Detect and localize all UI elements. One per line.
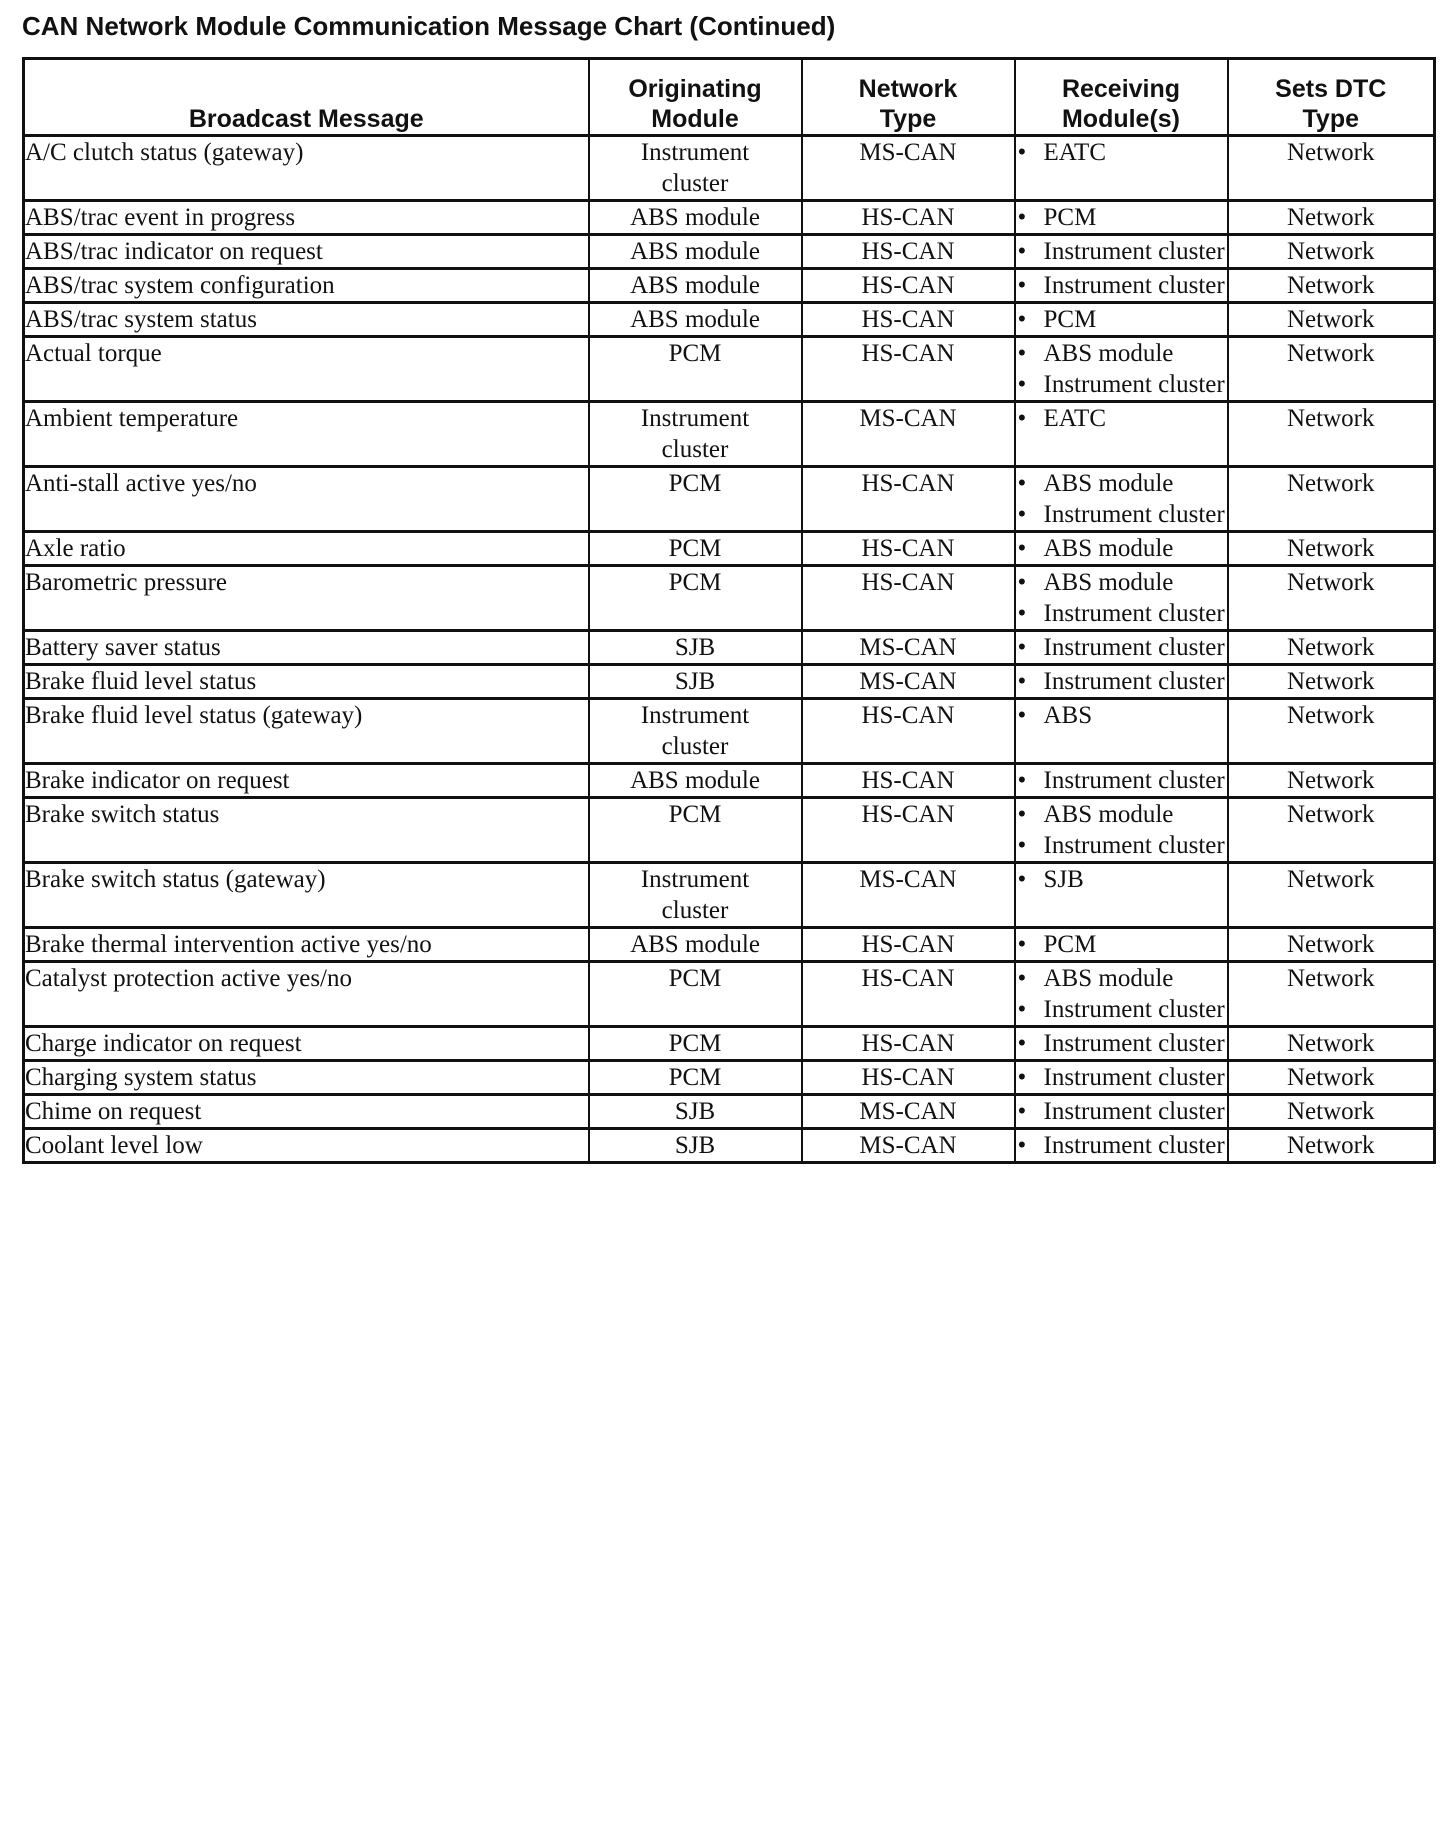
table-row (24, 269, 1435, 303)
receiving-modules-list (1016, 1130, 1227, 1161)
originating-module-cell (589, 467, 802, 532)
originating-module-cell (589, 631, 802, 665)
receiving-modules-cell (1015, 798, 1228, 863)
network-type-cell: HS-CAN (802, 337, 1015, 402)
message-chart-table (22, 57, 1436, 1164)
receiving-module-item: • Instrument cluster (1016, 1028, 1227, 1059)
receiving-modules-list (1016, 632, 1227, 663)
receiving-module-item: • PCM (1016, 929, 1227, 960)
network-type-cell: MS-CAN (802, 1129, 1015, 1163)
receiving-module-item: • Instrument cluster (1016, 994, 1227, 1025)
receiving-modules-list (1016, 666, 1227, 697)
originating-module-cell (589, 699, 802, 764)
broadcast-message-cell: Brake thermal intervention active yes/no (24, 928, 589, 962)
sets-dtc-type-cell: Network (1228, 631, 1435, 665)
network-type-cell: MS-CAN (802, 863, 1015, 928)
sets-dtc-type-cell: Network (1228, 201, 1435, 235)
originating-module-text: Instrument cluster (640, 139, 750, 197)
originating-module-cell (589, 1061, 802, 1095)
originating-module-text: ABS module (630, 238, 760, 265)
table-row (24, 1027, 1435, 1061)
network-type-cell: HS-CAN (802, 467, 1015, 532)
table-row (24, 764, 1435, 798)
broadcast-message-cell: Brake switch status (24, 798, 589, 863)
receiving-modules-cell (1015, 1061, 1228, 1095)
originating-module-cell (589, 962, 802, 1027)
receiving-modules-cell (1015, 566, 1228, 631)
receiving-modules-cell (1015, 1095, 1228, 1129)
network-type-cell: MS-CAN (802, 631, 1015, 665)
broadcast-message-cell: Brake fluid level status (24, 665, 589, 699)
originating-module-cell (589, 532, 802, 566)
broadcast-message-cell: Axle ratio (24, 532, 589, 566)
network-type-cell: HS-CAN (802, 303, 1015, 337)
receiving-module-item: • PCM (1016, 202, 1227, 233)
receiving-modules-cell (1015, 532, 1228, 566)
receiving-modules-list (1016, 533, 1227, 564)
table-row (24, 863, 1435, 928)
receiving-modules-list (1016, 864, 1227, 895)
broadcast-message-cell: Brake switch status (gateway) (24, 863, 589, 928)
originating-module-cell (589, 201, 802, 235)
broadcast-message-cell: Chime on request (24, 1095, 589, 1129)
originating-module-cell (589, 235, 802, 269)
network-type-cell: HS-CAN (802, 532, 1015, 566)
originating-module-cell (589, 566, 802, 631)
originating-module-text: Instrument cluster (640, 405, 750, 463)
receiving-modules-cell (1015, 1129, 1228, 1163)
receiving-modules-list (1016, 270, 1227, 301)
table-row (24, 699, 1435, 764)
sets-dtc-type-cell: Network (1228, 303, 1435, 337)
originating-module-text: SJB (674, 1132, 716, 1159)
table-row (24, 1061, 1435, 1095)
network-type-cell: MS-CAN (802, 1095, 1015, 1129)
receiving-modules-list (1016, 929, 1227, 960)
receiving-module-item: • EATC (1016, 137, 1227, 168)
originating-module-text: ABS module (630, 272, 760, 299)
originating-module-cell (589, 1095, 802, 1129)
broadcast-message-cell: Charging system status (24, 1061, 589, 1095)
receiving-modules-cell (1015, 962, 1228, 1027)
network-type-cell: HS-CAN (802, 1027, 1015, 1061)
receiving-module-item: • Instrument cluster (1016, 236, 1227, 267)
receiving-modules-list (1016, 963, 1227, 1025)
column-header-sets-dtc-type: Sets DTC Type (1228, 59, 1435, 136)
broadcast-message-cell: Anti-stall active yes/no (24, 467, 589, 532)
sets-dtc-type-cell: Network (1228, 1027, 1435, 1061)
sets-dtc-type-cell: Network (1228, 1129, 1435, 1163)
table-row (24, 798, 1435, 863)
receiving-modules-list (1016, 1028, 1227, 1059)
originating-module-cell (589, 764, 802, 798)
sets-dtc-type-cell: Network (1228, 402, 1435, 467)
receiving-module-item: • Instrument cluster (1016, 632, 1227, 663)
receiving-modules-list (1016, 567, 1227, 629)
receiving-modules-cell (1015, 1027, 1228, 1061)
broadcast-message-cell: Catalyst protection active yes/no (24, 962, 589, 1027)
originating-module-text: SJB (674, 634, 716, 661)
sets-dtc-type-cell: Network (1228, 928, 1435, 962)
table-row (24, 235, 1435, 269)
broadcast-message-cell: Battery saver status (24, 631, 589, 665)
sets-dtc-type-cell: Network (1228, 566, 1435, 631)
broadcast-message-cell: A/C clutch status (gateway) (24, 136, 589, 201)
receiving-modules-cell (1015, 467, 1228, 532)
originating-module-text: PCM (668, 470, 722, 497)
sets-dtc-type-cell: Network (1228, 764, 1435, 798)
originating-module-text: Instrument cluster (640, 702, 750, 760)
sets-dtc-type-cell: Network (1228, 1061, 1435, 1095)
receiving-module-item: • Instrument cluster (1016, 369, 1227, 400)
originating-module-cell (589, 1027, 802, 1061)
originating-module-text: PCM (668, 965, 722, 992)
receiving-modules-cell (1015, 269, 1228, 303)
receiving-modules-cell (1015, 764, 1228, 798)
originating-module-text: PCM (668, 569, 722, 596)
network-type-cell: HS-CAN (802, 235, 1015, 269)
receiving-modules-list (1016, 1062, 1227, 1093)
sets-dtc-type-cell: Network (1228, 467, 1435, 532)
receiving-module-item: • ABS module (1016, 567, 1227, 598)
receiving-modules-cell (1015, 631, 1228, 665)
originating-module-text: PCM (668, 1030, 722, 1057)
sets-dtc-type-cell: Network (1228, 532, 1435, 566)
document-title: CAN Network Module Communication Message Chart (Continued) (22, 11, 836, 41)
network-type-cell: HS-CAN (802, 566, 1015, 631)
originating-module-cell (589, 402, 802, 467)
network-type-cell: MS-CAN (802, 136, 1015, 201)
broadcast-message-cell: Charge indicator on request (24, 1027, 589, 1061)
receiving-modules-list (1016, 338, 1227, 400)
network-type-cell: HS-CAN (802, 1061, 1015, 1095)
receiving-module-item: • Instrument cluster (1016, 765, 1227, 796)
originating-module-cell (589, 303, 802, 337)
receiving-module-item: • Instrument cluster (1016, 598, 1227, 629)
receiving-modules-list (1016, 700, 1227, 731)
table-row (24, 631, 1435, 665)
originating-module-cell (589, 928, 802, 962)
broadcast-message-cell: Actual torque (24, 337, 589, 402)
table-row (24, 928, 1435, 962)
network-type-cell: MS-CAN (802, 665, 1015, 699)
table-row (24, 201, 1435, 235)
receiving-module-item: • Instrument cluster (1016, 830, 1227, 861)
column-header-network-type: Network Type (802, 59, 1015, 136)
table-row (24, 136, 1435, 201)
receiving-modules-list (1016, 765, 1227, 796)
receiving-module-item: • ABS module (1016, 799, 1227, 830)
receiving-modules-cell (1015, 201, 1228, 235)
sets-dtc-type-cell: Network (1228, 1095, 1435, 1129)
originating-module-text: ABS module (630, 931, 760, 958)
broadcast-message-cell: Brake indicator on request (24, 764, 589, 798)
receiving-modules-list (1016, 202, 1227, 233)
originating-module-cell (589, 863, 802, 928)
sets-dtc-type-cell: Network (1228, 235, 1435, 269)
sets-dtc-type-cell: Network (1228, 863, 1435, 928)
receiving-module-item: • Instrument cluster (1016, 270, 1227, 301)
network-type-cell: HS-CAN (802, 962, 1015, 1027)
sets-dtc-type-cell: Network (1228, 269, 1435, 303)
table-row (24, 665, 1435, 699)
originating-module-text: SJB (674, 1098, 716, 1125)
receiving-module-item: • Instrument cluster (1016, 1130, 1227, 1161)
column-header-originating-module: Originating Module (589, 59, 802, 136)
broadcast-message-cell: ABS/trac indicator on request (24, 235, 589, 269)
originating-module-cell (589, 136, 802, 201)
network-type-cell: HS-CAN (802, 928, 1015, 962)
table-row (24, 1095, 1435, 1129)
receiving-module-item: • ABS module (1016, 468, 1227, 499)
table-row (24, 467, 1435, 532)
table-row (24, 1129, 1435, 1163)
receiving-modules-cell (1015, 303, 1228, 337)
receiving-module-item: • SJB (1016, 864, 1227, 895)
receiving-modules-cell (1015, 665, 1228, 699)
table-row (24, 566, 1435, 631)
broadcast-message-cell: ABS/trac event in progress (24, 201, 589, 235)
receiving-modules-list (1016, 799, 1227, 861)
receiving-modules-cell (1015, 928, 1228, 962)
table-header-row (24, 59, 1435, 136)
network-type-cell: MS-CAN (802, 402, 1015, 467)
network-type-cell: HS-CAN (802, 699, 1015, 764)
receiving-modules-list (1016, 304, 1227, 335)
receiving-module-item: • ABS module (1016, 963, 1227, 994)
broadcast-message-cell: Ambient temperature (24, 402, 589, 467)
table-row (24, 337, 1435, 402)
originating-module-text: ABS module (630, 767, 760, 794)
receiving-modules-cell (1015, 402, 1228, 467)
originating-module-text: PCM (668, 340, 722, 367)
receiving-modules-list (1016, 137, 1227, 168)
table-row (24, 532, 1435, 566)
originating-module-cell (589, 337, 802, 402)
receiving-module-item: • ABS module (1016, 533, 1227, 564)
originating-module-text: PCM (668, 535, 722, 562)
receiving-module-item: • PCM (1016, 304, 1227, 335)
receiving-modules-cell (1015, 337, 1228, 402)
originating-module-text: Instrument cluster (640, 866, 750, 924)
receiving-modules-cell (1015, 136, 1228, 201)
receiving-modules-cell (1015, 699, 1228, 764)
receiving-module-item: • Instrument cluster (1016, 1062, 1227, 1093)
originating-module-cell (589, 1129, 802, 1163)
broadcast-message-cell: ABS/trac system configuration (24, 269, 589, 303)
sets-dtc-type-cell: Network (1228, 798, 1435, 863)
receiving-module-item: • ABS (1016, 700, 1227, 731)
broadcast-message-cell: ABS/trac system status (24, 303, 589, 337)
originating-module-text: PCM (668, 1064, 722, 1091)
receiving-modules-cell (1015, 235, 1228, 269)
sets-dtc-type-cell: Network (1228, 699, 1435, 764)
receiving-modules-list (1016, 1096, 1227, 1127)
originating-module-text: SJB (674, 668, 716, 695)
receiving-module-item: • Instrument cluster (1016, 666, 1227, 697)
originating-module-cell (589, 798, 802, 863)
network-type-cell: HS-CAN (802, 798, 1015, 863)
receiving-modules-list (1016, 403, 1227, 434)
sets-dtc-type-cell: Network (1228, 962, 1435, 1027)
originating-module-text: PCM (668, 801, 722, 828)
receiving-modules-list (1016, 236, 1227, 267)
receiving-module-item: • Instrument cluster (1016, 499, 1227, 530)
originating-module-cell (589, 665, 802, 699)
receiving-module-item: • ABS module (1016, 338, 1227, 369)
broadcast-message-cell: Coolant level low (24, 1129, 589, 1163)
originating-module-cell (589, 269, 802, 303)
receiving-module-item: • Instrument cluster (1016, 1096, 1227, 1127)
receiving-modules-cell (1015, 863, 1228, 928)
broadcast-message-cell: Barometric pressure (24, 566, 589, 631)
column-header-receiving-modules: Receiving Module(s) (1015, 59, 1228, 136)
table-body (24, 136, 1435, 1163)
broadcast-message-cell: Brake fluid level status (gateway) (24, 699, 589, 764)
network-type-cell: HS-CAN (802, 201, 1015, 235)
network-type-cell: HS-CAN (802, 269, 1015, 303)
originating-module-text: ABS module (630, 204, 760, 231)
receiving-module-item: • EATC (1016, 403, 1227, 434)
sets-dtc-type-cell: Network (1228, 337, 1435, 402)
column-header-broadcast-message: Broadcast Message (24, 59, 589, 136)
network-type-cell: HS-CAN (802, 764, 1015, 798)
table-row (24, 303, 1435, 337)
receiving-modules-list (1016, 468, 1227, 530)
table-row (24, 402, 1435, 467)
table-row (24, 962, 1435, 1027)
sets-dtc-type-cell: Network (1228, 665, 1435, 699)
originating-module-text: ABS module (630, 306, 760, 333)
sets-dtc-type-cell: Network (1228, 136, 1435, 201)
